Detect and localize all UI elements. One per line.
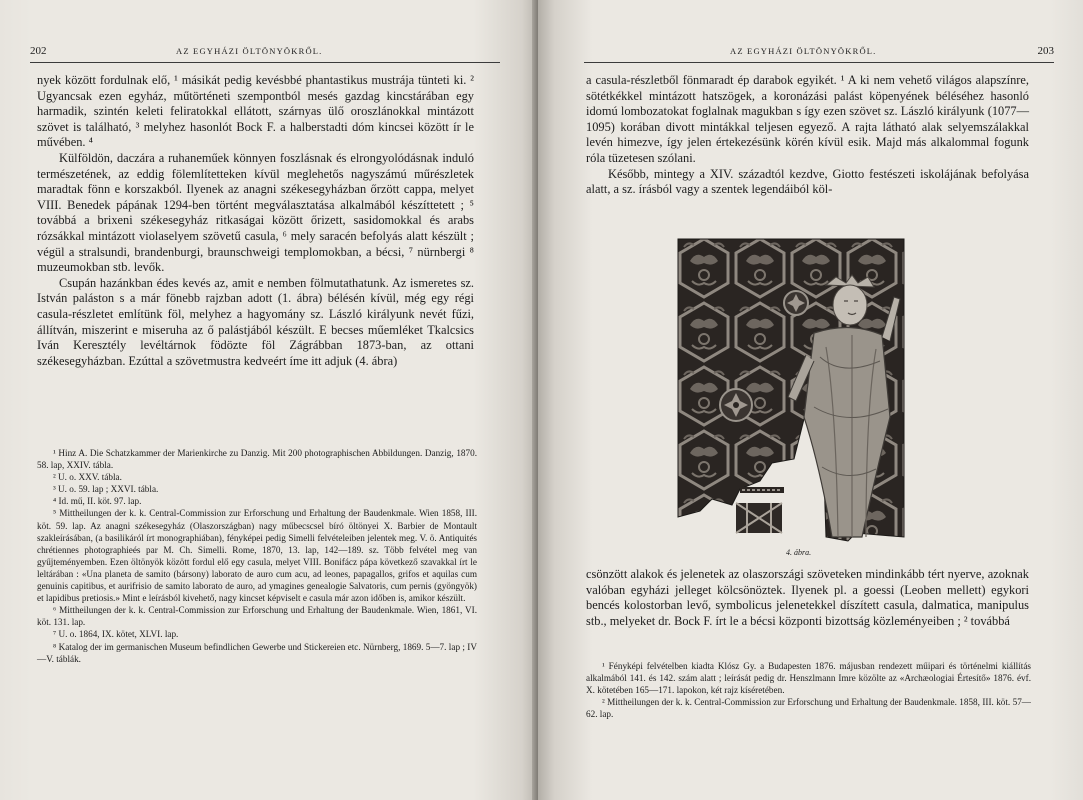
- right-paragraph: csönzött alakok és jelenetek az olaszországi szöveteken mindinkább tért nyerve, azoknak valóban egyházi jelleget kölcsönöztek. Ilyenek pl. a goessi (Leoben mellett) egykori bencés kolostorban levő, symbolicus jelenetekkel díszített casula, dalmatica, manipulus stb., melyeket dr. Bock F. írt le a bécsi központi bizottság közleményeiben ; ² továbbá: [586, 567, 1029, 628]
- left-body-text: [37, 73, 474, 369]
- rosette-medallion: [784, 291, 808, 315]
- footnote: ⁷ U. o. 1864, IX. kötet, XLVI. lap.: [53, 629, 179, 640]
- footnote: ³ U. o. 59. lap ; XXVI. tábla.: [53, 484, 159, 495]
- figure-caption: 4. ábra.: [786, 548, 812, 557]
- detail-swatch-stripes: [740, 487, 784, 493]
- right-header-rule: [584, 62, 1054, 63]
- footnote: ⁴ Id. mű, II. köt. 97. lap.: [53, 496, 142, 507]
- right-body-text-top: [586, 73, 1029, 198]
- footnote: ² Mittheilungen der k. k. Central-Commission zur Erforschung und Erhaltung der Baudenkmale. 1858, III. köt. 57—62. lap.: [586, 697, 1031, 720]
- left-page: [0, 0, 538, 800]
- left-footnotes: [37, 447, 477, 665]
- footnote: ⁵ Mittheilungen der k. k. Central-Commission zur Erforschung und Erhaltung der Baudenkmale. Wien 1858, III. köt. 59. lap. Az anagni székesegyház (Olaszországban) nagy műbecscsel bíró öltönyei X. Barbier de Montault szakleírásában, (a basilikáról írt monographiában), fényképei pedig Simelli felvételeiben jelentek meg. V. ö. Antiquités chrétiennes photographieés par M. Ch. Simelli. Rome, 1870, 13. lap, 142—189. sz. Több felvétel meg van gyűjteményemben. Ezen öltönyök között fordul elő egy casula, melyet VIII. Bonifácz pápa következő szavakkal írt le leltárában : «Una planeta de samito (bársony) laborato de auro cum acu, ad leones, papagallos, grifos et aquilas cum genuinis capitibus, et aurifrisio de samito laborato de auro, ad ymagines genealogie Salvatoris, cum pernis (gyöngyök) et lapidibus pretiosis.» Mint e leírásból kivehető, nagy kincset képviselt e casula már azon időben is, amikor készült.: [37, 508, 477, 604]
- right-footnotes: [586, 660, 1031, 720]
- left-page-number: 202: [30, 45, 47, 57]
- footnote: ¹ Fényképi felvételben kiadta Klósz Gy. a Budapesten 1876. májusban rendezett műipari és történelmi kiállítás alkalmából 141. és 142. szám alatt ; leírását pedig dr. Henszlmann Imre közölte az «Archæologiai Értesítő» 1876. évf. X. kötetében 165—171. lapokon, két rajz kíséretében.: [586, 661, 1031, 696]
- left-header-rule: [30, 62, 500, 63]
- right-body-text-bottom: [586, 567, 1029, 629]
- footnote: ⁶ Mittheilungen der k. k. Central-Commission zur Erforschung und Erhaltung der Baudenkmale. Wien, 1861, VI. köt. 131. lap.: [37, 605, 477, 628]
- footnote: ² U. o. XXV. tábla.: [53, 472, 122, 483]
- right-running-head: AZ EGYHÁZI ÖLTÖNYÖKRŐL.: [730, 46, 877, 56]
- left-paragraph: nyek között fordulnak elő, ¹ másikát pedig kevésbbé phantastikus mustrája tünteti ki. ² Ugyancsak ezen egyház, műtörténeti szempontból mesés gazdag kincstárában egy harmadik, szintén keleti feliratokkal ellátott, szárnyas ülő oroszlánokkal mintázott szövet is található, ³ melyhez hasonlót Bock F. a halberstadti dóm kincsei között ír le művében. ⁴: [37, 73, 474, 150]
- left-paragraph: Külföldön, daczára a ruhaneműek könnyen foszlásnak és elrongyolódásnak induló természetének, az eddig fölemlítetteken kívül meglehetős nagyszámú műrészletek maradtak fönn e korszakból. Ilyenek az anagni székesegyházban őrzött cappa, melyet VIII. Benedek pápának 1294-ben történt megválasztatása alkalmából készíttetett ; ⁵ továbbá a brixeni székesegyház ritkaságai között őrizett, sasidomokkal és arabs rózsákkal mintázott violaselyem szövetű casula, ⁶ mely saracén befolyás alatt készült ; végül a stralsundi, brandenburgi, braunschweigi templomokban, a bécsi, ⁷ nürnbergi ⁸ muzeumokban stb. levők.: [37, 150, 474, 275]
- left-running-head: AZ EGYHÁZI ÖLTÖNYÖKRŐL.: [176, 46, 323, 56]
- footnote: ⁸ Katalog der im germanischen Museum befindlichen Gewerbe und Stickereien etc. Nürnberg, 1869. 5—7. lap ; IV—V. táblák.: [37, 641, 477, 664]
- rosette-medallion: [720, 389, 752, 421]
- detail-swatch-lattice: [736, 503, 782, 533]
- right-paragraph: Később, mintegy a XIV. századtól kezdve, Giotto festészeti iskolájának befolyása alatt, a sz. írásból vagy a szentek legendáiból köl-: [586, 166, 1029, 197]
- right-page: [538, 0, 1083, 800]
- right-paragraph: a casula-részletből fönmaradt ép darabok egyikét. ¹ A ki nem vehető világos alapszínre, sötétkékkel mintázott hatszögek, a koronázási palást köpenyének béléséhez hasonló idomú lombozatokat foglalnak magukban s így ezen szövet sz. László királyunk (1077—1095) korában divott mintákkal teljesen egyező. A rajta látható alak selyemszálakkal levén himezve, így jelen értekezésünk körén kívül esik. Majd más alkalommal fogunk róla tüzetesen szólani.: [586, 73, 1029, 165]
- textile-fragment-figure: [676, 237, 906, 545]
- right-page-number: 203: [1037, 45, 1054, 57]
- left-paragraph: Csupán hazánkban édes kevés az, amit e nemben fölmutathatunk. Az ismeretes sz. István paláston s a már fönebb rajzban adott (1. ábra) bélésén kívül, még egy régi casula-részletet említünk föl, melyhez a hagyomány sz. László királyunk nevét fűzi, állítván, miszerint e miseruha az ő palástjából készült. E becses műemléket Tkalcsics Iván Keresztély levéltárnok födözte föl Zágrábban 1873-ban, az ottani székesegyházban. Ezúttal a szövetmustra kedveért íme itt adjuk (4. ábra): [37, 275, 474, 368]
- footnote: ¹ Hinz A. Die Schatzkammer der Marienkirche zu Danzig. Mit 200 photographischen Abbildungen. Danzig, 1870. 58. lap, XXIV. tábla.: [37, 448, 477, 471]
